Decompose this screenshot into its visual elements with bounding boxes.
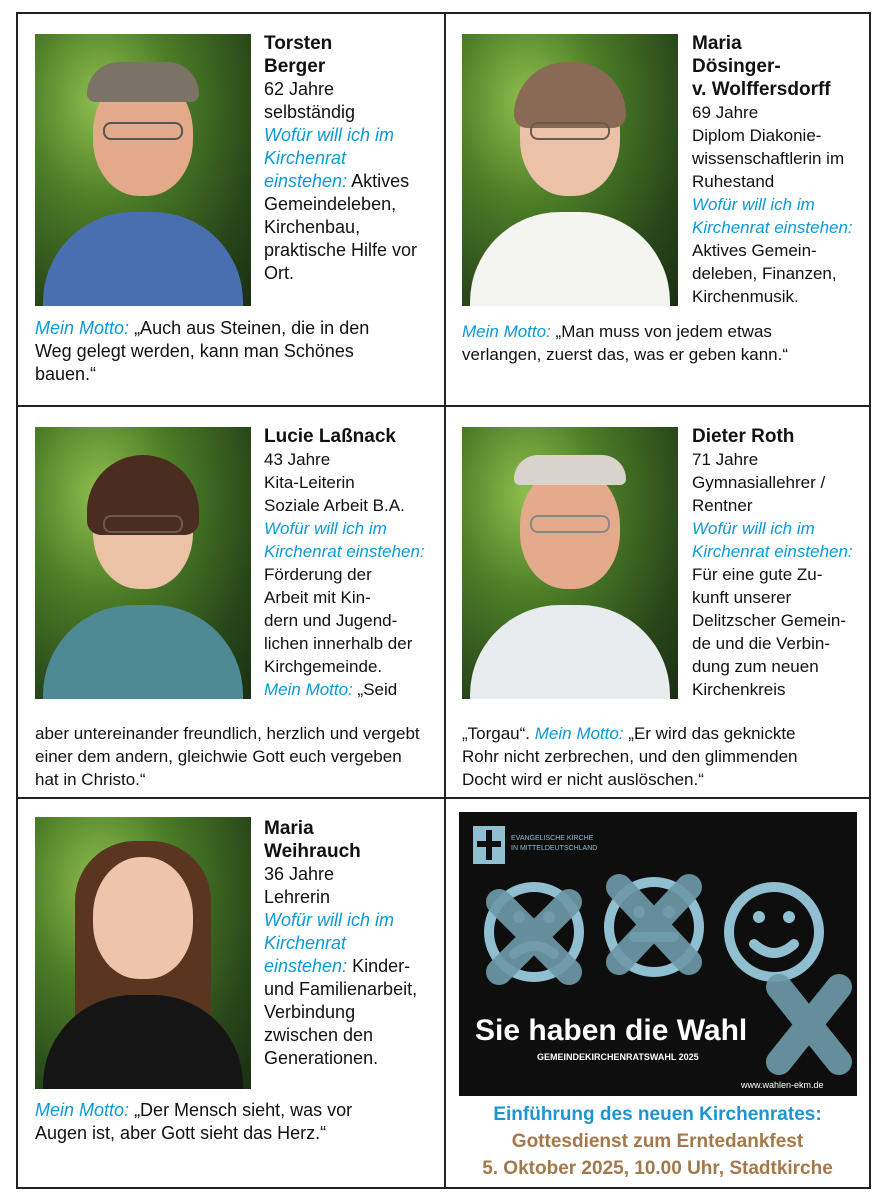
candidate-card-berger (18, 14, 444, 405)
motto-text: verlangen, zuerst das, was er geben kann.“ (462, 345, 789, 364)
candidate-answer: zwischen den (264, 1025, 374, 1045)
motto-label: Mein Motto: (35, 318, 130, 338)
candidate-answer: dern und Jugend- (264, 611, 398, 630)
candidate-card-weihrauch (18, 799, 444, 1187)
footer-line-2: Gottesdienst zum Erntedankfest (511, 1131, 804, 1152)
motto-text: bauen.“ (35, 364, 97, 384)
church-name: IN MITTELDEUTSCHLAND (511, 845, 598, 852)
motto-text: „Seid (352, 680, 398, 699)
question-label: Kirchenrat (264, 933, 347, 953)
candidate-card-lassnack (18, 407, 444, 797)
candidate-answer: Arbeit mit Kin- (264, 588, 371, 607)
candidate-age: 62 Jahre (264, 79, 335, 99)
footer-line-1: Einführung des neuen Kirchenrates: (493, 1104, 822, 1125)
question-label: Wofür will ich im (264, 125, 395, 145)
candidate-grid (16, 12, 871, 1189)
question-label: Wofür will ich im (264, 910, 395, 930)
candidate-answer: Kirchenkreis (692, 680, 786, 699)
candidate-name: Weihrauch (264, 841, 361, 862)
candidate-answer: Generationen. (264, 1048, 379, 1068)
candidate-age: 71 Jahre (692, 450, 759, 469)
question-label: Wofür will ich im (264, 519, 387, 538)
question-label: Kirchenrat (264, 148, 347, 168)
church-name: EVANGELISCHE KIRCHE (511, 835, 594, 842)
candidate-answer: dung zum neuen (692, 657, 819, 676)
candidate-name: Berger (264, 56, 326, 77)
motto-label: Mein Motto: (35, 1100, 130, 1120)
happy-face-icon (729, 887, 819, 977)
candidate-answer: Aktives (347, 171, 410, 191)
candidate-answer: Gemeindeleben, (264, 194, 397, 214)
candidate-answer: deleben, Finanzen, (692, 264, 837, 283)
candidate-occupation: Rentner (692, 496, 753, 515)
candidate-occupation: Soziale Arbeit B.A. (264, 496, 405, 515)
motto-text: „Der Mensch sieht, was vor (134, 1100, 353, 1120)
candidate-name: Torsten (264, 33, 333, 54)
motto-text: Augen ist, aber Gott sieht das Herz.“ (35, 1123, 327, 1143)
motto-text: „Auch aus Steinen, die in den (134, 318, 370, 338)
candidate-photo (462, 34, 678, 306)
candidate-answer: und Familienarbeit, (264, 979, 418, 999)
candidate-occupation: Lehrerin (264, 887, 331, 907)
logo-subline: GEMEINDEKIRCHENRATSWAHL 2025 (537, 1052, 699, 1062)
question-label: Kirchenrat einstehen: (264, 542, 425, 561)
candidate-answer: Ort. (264, 263, 294, 283)
question-label: Kirchenrat einstehen: (692, 218, 853, 237)
motto-text: Rohr nicht zerbrechen, und den glimmenden (462, 747, 798, 766)
motto-label: Mein Motto: (264, 680, 353, 699)
question-label: Kirchenrat einstehen: (692, 542, 853, 561)
motto-text: hat in Christo.“ (35, 770, 146, 789)
candidate-answer: Kirchgemeinde. (264, 657, 383, 676)
question-label: einstehen: (264, 956, 348, 976)
candidate-answer: Für eine gute Zu- (692, 565, 823, 584)
candidate-age: 43 Jahre (264, 450, 331, 469)
candidate-photo (35, 427, 251, 699)
candidate-answer: de und die Verbin- (692, 634, 830, 653)
candidate-card-roth (446, 407, 869, 797)
motto-text: Weg gelegt werden, kann man Schönes (35, 341, 354, 361)
candidate-name: Maria (692, 33, 742, 54)
logo-headline: Sie haben die Wahl (475, 1014, 748, 1047)
candidate-photo (462, 427, 678, 699)
motto-text: Docht wird er nicht auslöschen.“ (462, 770, 704, 789)
motto-label: Mein Motto: (534, 724, 624, 743)
candidate-photo (35, 34, 251, 306)
candidate-answer: Delitzscher Gemein- (692, 611, 846, 630)
candidate-answer: Förderung der (264, 565, 372, 584)
candidate-card-doesinger (446, 14, 869, 405)
candidate-name: Lucie Laßnack (264, 426, 396, 447)
question-label: einstehen: (264, 171, 348, 191)
candidate-occupation: Diplom Diakonie- (692, 126, 822, 145)
candidate-answer: Kirchenbau, (264, 217, 361, 237)
candidate-occupation: wissenschaftlerin im (692, 149, 845, 168)
candidate-name: Dieter Roth (692, 426, 795, 447)
candidate-answer: kunft unserer (692, 588, 792, 607)
candidate-answer: Verbindung (264, 1002, 356, 1022)
candidate-name: Maria (264, 818, 314, 839)
candidate-answer: praktische Hilfe vor (264, 240, 418, 260)
candidate-answer: Kinder- (347, 956, 411, 976)
election-logo-graphic (459, 812, 857, 1096)
candidate-age: 69 Jahre (692, 103, 759, 122)
candidate-occupation: Gymnasiallehrer / (692, 473, 826, 492)
candidate-occupation: selbständig (264, 102, 356, 122)
motto-text: „Man muss von jedem etwas (555, 322, 772, 341)
motto-text: aber untereinander freundlich, herzlich und vergebt (35, 724, 420, 743)
candidate-occupation: Kita-Leiterin (264, 473, 355, 492)
candidate-answer: lichen innerhalb der (264, 634, 413, 653)
candidate-answer: Aktives Gemein- (692, 241, 817, 260)
candidate-name: v. Wolffersdorff (692, 79, 831, 100)
footer-line-3: 5. Oktober 2025, 10.00 Uhr, Stadtkirche (482, 1158, 833, 1179)
question-label: Wofür will ich im (692, 519, 815, 538)
candidate-answer: „Torgau“. (462, 724, 535, 743)
election-logo (459, 812, 857, 1096)
candidate-age: 36 Jahre (264, 864, 335, 884)
logo-url: www.wahlen-ekm.de (741, 1080, 824, 1090)
motto-label: Mein Motto: (462, 322, 551, 341)
motto-text: „Er wird das geknickte (623, 724, 796, 743)
question-label: Wofür will ich im (692, 195, 815, 214)
candidate-answer: Kirchenmusik. (692, 287, 799, 306)
candidate-name: Dösinger- (692, 56, 781, 77)
candidate-occupation: Ruhestand (692, 172, 775, 191)
motto-text: einer dem andern, gleichwie Gott euch vergeben (35, 747, 402, 766)
candidate-photo (35, 817, 251, 1089)
